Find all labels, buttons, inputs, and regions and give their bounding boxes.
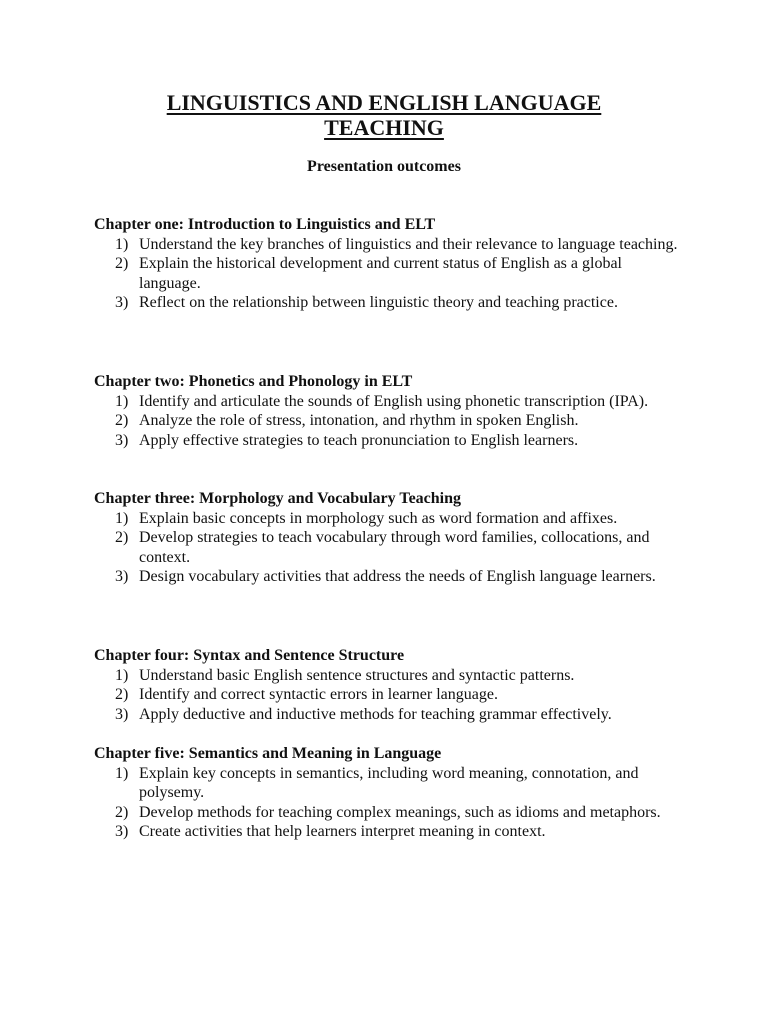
item-text: Create activities that help learners interpret meaning in context. bbox=[139, 823, 546, 841]
chapter-one-section bbox=[94, 215, 714, 313]
outcome-item bbox=[94, 509, 679, 529]
chapter-heading: Chapter three: Morphology and Vocabulary Teaching bbox=[94, 490, 462, 507]
item-text: Design vocabulary activities that address the needs of English language learners. bbox=[139, 568, 656, 586]
chapter-two-section bbox=[94, 372, 714, 450]
item-text: Understand the key branches of linguistics and their relevance to language teaching. bbox=[139, 235, 678, 253]
document-subtitle: Presentation outcomes bbox=[307, 158, 461, 175]
outcome-item bbox=[94, 528, 679, 567]
document-title-line-1: LINGUISTICS AND ENGLISH LANGUAGE bbox=[166, 90, 602, 115]
outcome-list bbox=[94, 235, 714, 313]
item-text: Identify and correct syntactic errors in learner language. bbox=[139, 686, 498, 704]
outcome-item bbox=[94, 666, 679, 686]
outcome-item bbox=[94, 293, 679, 313]
item-number: 2) bbox=[115, 412, 129, 430]
outcome-list bbox=[94, 666, 714, 725]
item-number: 1) bbox=[115, 235, 129, 253]
item-text: Develop strategies to teach vocabulary through word families, collocations, and context. bbox=[139, 529, 650, 566]
item-text: Explain key concepts in semantics, including word meaning, connotation, and polysemy. bbox=[139, 764, 639, 802]
chapter-five-section bbox=[94, 744, 714, 842]
item-number: 3) bbox=[115, 823, 129, 841]
outcome-item bbox=[94, 705, 679, 725]
item-text: Apply deductive and inductive methods for teaching grammar effectively. bbox=[139, 705, 612, 723]
item-text: Develop methods for teaching complex meanings, such as idioms and metaphors. bbox=[139, 803, 661, 821]
chapter-four-section bbox=[94, 646, 714, 724]
item-number: 2) bbox=[115, 686, 129, 704]
item-number: 2) bbox=[115, 255, 129, 273]
item-number: 2) bbox=[115, 529, 129, 547]
outcome-list bbox=[94, 509, 714, 587]
item-text: Explain the historical development and current status of English as a global language. bbox=[139, 255, 622, 292]
outcome-item bbox=[94, 431, 679, 451]
item-text: Understand basic English sentence structures and syntactic patterns. bbox=[139, 666, 575, 684]
outcome-item bbox=[94, 764, 679, 803]
chapter-heading: Chapter four: Syntax and Sentence Structure bbox=[94, 647, 405, 664]
outcome-item bbox=[94, 392, 679, 412]
item-number: 3) bbox=[115, 705, 129, 723]
outcome-list bbox=[94, 392, 714, 451]
outcome-item bbox=[94, 822, 679, 842]
chapter-heading: Chapter one: Introduction to Linguistics and ELT bbox=[94, 216, 436, 233]
item-text: Explain basic concepts in morphology such as word formation and affixes. bbox=[139, 509, 618, 527]
item-number: 3) bbox=[115, 294, 129, 312]
item-text: Apply effective strategies to teach pronunciation to English learners. bbox=[139, 431, 579, 449]
item-number: 3) bbox=[115, 568, 129, 586]
outcome-item bbox=[94, 685, 679, 705]
outcome-list bbox=[94, 764, 714, 842]
item-number: 1) bbox=[115, 392, 129, 410]
chapter-heading: Chapter two: Phonetics and Phonology in ELT bbox=[94, 373, 413, 390]
item-number: 3) bbox=[115, 431, 129, 449]
item-text: Reflect on the relationship between linguistic theory and teaching practice. bbox=[139, 294, 618, 312]
outcome-item bbox=[94, 411, 679, 431]
item-number: 1) bbox=[115, 666, 129, 684]
outcome-item bbox=[94, 567, 679, 587]
chapter-three-section bbox=[94, 489, 714, 587]
item-number: 1) bbox=[115, 509, 129, 527]
item-text: Identify and articulate the sounds of English using phonetic transcription (IPA). bbox=[139, 392, 649, 410]
chapter-heading: Chapter five: Semantics and Meaning in Language bbox=[94, 745, 442, 762]
outcome-item bbox=[94, 235, 679, 255]
document-title-line-2: TEACHING bbox=[324, 115, 444, 140]
item-text: Analyze the role of stress, intonation, and rhythm in spoken English. bbox=[139, 412, 579, 430]
item-number: 2) bbox=[115, 803, 129, 821]
item-number: 1) bbox=[115, 764, 129, 782]
outcome-item bbox=[94, 803, 679, 823]
outcome-item bbox=[94, 254, 679, 293]
